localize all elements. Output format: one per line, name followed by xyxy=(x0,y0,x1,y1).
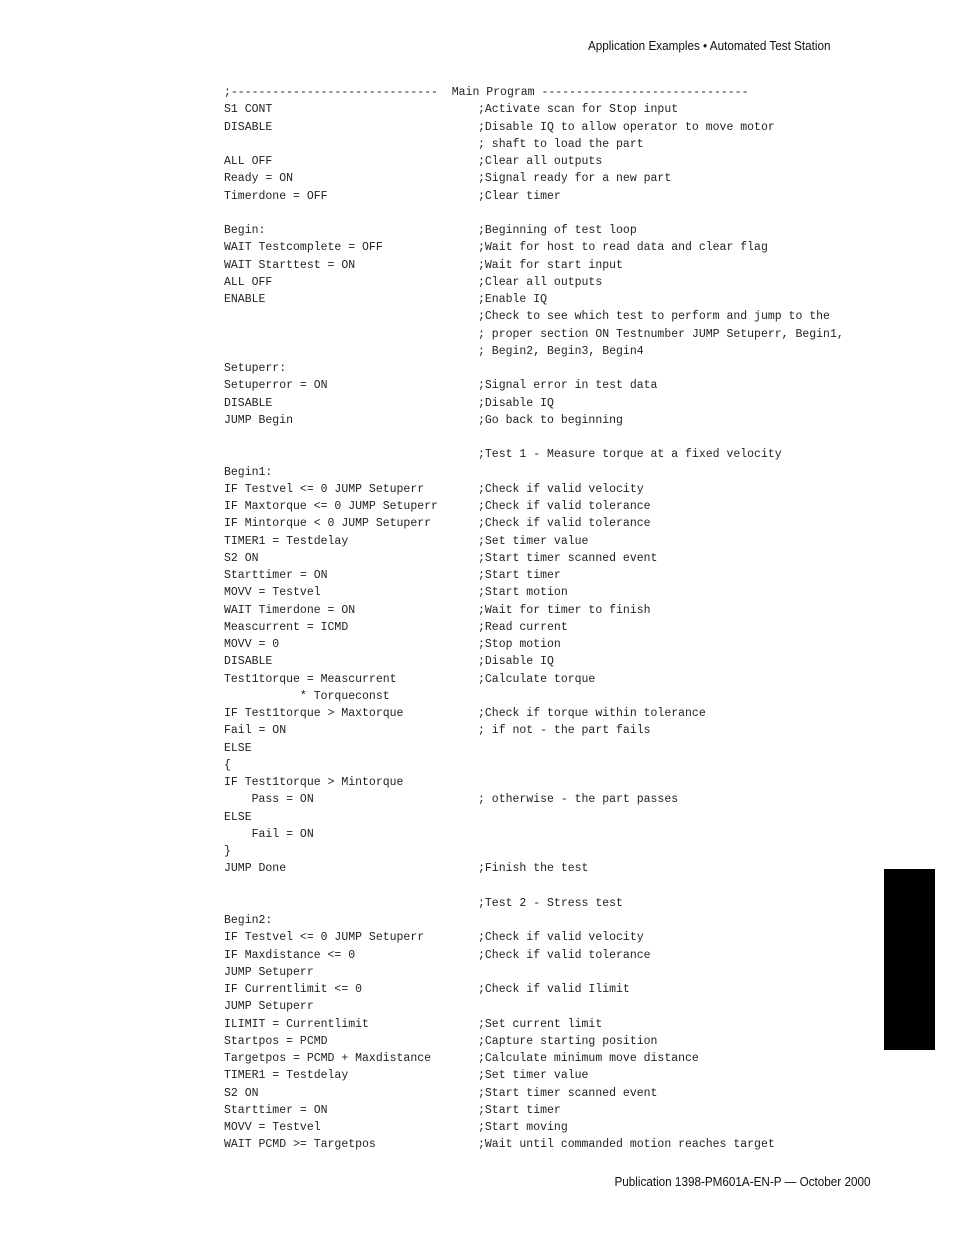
code-comment: ;Test 1 - Measure torque at a fixed velocity xyxy=(478,448,782,462)
code-statement: Timerdone = OFF xyxy=(224,189,328,203)
code-statement: { xyxy=(224,758,231,772)
code-comment: ;Check if valid velocity xyxy=(478,931,644,945)
code-line xyxy=(224,705,884,722)
code-comment: ;Calculate minimum move distance xyxy=(478,1052,699,1065)
code-line xyxy=(224,1085,884,1102)
code-line xyxy=(224,274,884,291)
code-line xyxy=(224,1067,884,1084)
code-line xyxy=(224,205,884,222)
code-line xyxy=(224,1119,884,1136)
code-comment: ;Start timer scanned event xyxy=(478,551,658,565)
code-statement: Begin1: xyxy=(224,465,273,479)
code-statement: DISABLE xyxy=(224,396,273,410)
code-statement: Test1torque = Meascurrent xyxy=(224,672,397,686)
code-comment: ;Go back to beginning xyxy=(478,413,623,427)
code-comment: ;Set timer value xyxy=(478,534,589,548)
code-statement: Targetpos = PCMD + Maxdistance xyxy=(224,1052,432,1065)
code-comment: ;Disable IQ xyxy=(478,396,554,410)
code-statement: WAIT Timerdone = ON xyxy=(224,603,356,617)
code-statement: IF Mintorque < 0 JUMP Setuperr xyxy=(224,517,432,531)
code-statement: Meascurrent = ICMD xyxy=(224,620,349,634)
code-comment: ;Clear timer xyxy=(478,189,561,203)
code-line xyxy=(224,878,884,895)
code-line xyxy=(224,964,884,981)
section-tab xyxy=(884,869,935,1050)
code-listing xyxy=(224,84,884,1154)
code-line xyxy=(224,153,884,170)
code-statement: Begin2: xyxy=(224,914,273,927)
code-line xyxy=(224,722,884,739)
code-comment: ; proper section ON Testnumber JUMP Setuperr, Begin1, xyxy=(478,327,844,341)
code-statement: Starttimer = ON xyxy=(224,569,328,582)
code-statement: S2 ON xyxy=(224,551,259,565)
code-banner: ;------------------------------ Main Program ------------------------------ xyxy=(224,86,749,99)
code-statement: IF Testvel <= 0 JUMP Setuperr xyxy=(224,482,425,496)
code-line xyxy=(224,119,884,136)
code-statement: JUMP Begin xyxy=(224,413,294,427)
code-line xyxy=(224,1050,884,1067)
code-line xyxy=(224,895,884,912)
code-comment: ;Beginning of test loop xyxy=(478,224,637,237)
code-comment: ;Disable IQ to allow operator to move motor xyxy=(478,120,775,134)
code-statement: MOVV = 0 xyxy=(224,638,280,651)
code-comment: ;Start timer scanned event xyxy=(478,1086,658,1100)
code-statement: IF Maxdistance <= 0 xyxy=(224,948,356,962)
code-line xyxy=(224,791,884,808)
code-line xyxy=(224,809,884,826)
code-statement: IF Testvel <= 0 JUMP Setuperr xyxy=(224,931,425,945)
code-statement: JUMP Setuperr xyxy=(224,1000,314,1014)
code-line xyxy=(224,653,884,670)
code-line xyxy=(224,101,884,118)
code-statement: * Torqueconst xyxy=(224,689,390,703)
code-line xyxy=(224,170,884,187)
code-statement: IF Test1torque > Mintorque xyxy=(224,776,404,789)
code-statement: Fail = ON xyxy=(224,724,287,738)
code-line xyxy=(224,567,884,584)
code-line xyxy=(224,619,884,636)
code-comment: ;Start moving xyxy=(478,1121,568,1134)
code-statement: IF Maxtorque <= 0 JUMP Setuperr xyxy=(224,500,438,513)
code-line xyxy=(224,412,884,429)
code-line xyxy=(224,308,884,325)
code-statement: Startpos = PCMD xyxy=(224,1034,328,1048)
code-line xyxy=(224,377,884,394)
code-line xyxy=(224,740,884,757)
code-line xyxy=(224,1136,884,1153)
code-line xyxy=(224,826,884,843)
code-line xyxy=(224,550,884,567)
code-comment: ;Clear all outputs xyxy=(478,275,603,289)
code-comment: ;Finish the test xyxy=(478,862,589,876)
code-line xyxy=(224,291,884,308)
code-comment: ; otherwise - the part passes xyxy=(478,793,679,807)
code-line xyxy=(224,498,884,515)
code-comment: ;Wait for start input xyxy=(478,258,623,272)
code-statement: Pass = ON xyxy=(224,793,314,807)
code-statement: IF Test1torque > Maxtorque xyxy=(224,707,404,720)
code-statement: Begin: xyxy=(224,224,266,237)
code-statement: IF Currentlimit <= 0 xyxy=(224,983,363,996)
code-statement: S1 CONT xyxy=(224,103,273,117)
code-comment: ;Activate scan for Stop input xyxy=(478,103,679,117)
code-statement: TIMER1 = Testdelay xyxy=(224,1069,349,1083)
code-line xyxy=(224,222,884,239)
code-statement: TIMER1 = Testdelay xyxy=(224,534,349,548)
code-line xyxy=(224,929,884,946)
code-line xyxy=(224,843,884,860)
running-header: Application Examples • Automated Test Station xyxy=(588,38,831,53)
code-statement: MOVV = Testvel xyxy=(224,1121,321,1134)
code-statement: } xyxy=(224,845,231,858)
code-line xyxy=(224,602,884,619)
code-line xyxy=(224,688,884,705)
code-statement: Fail = ON xyxy=(224,827,314,841)
code-line xyxy=(224,947,884,964)
code-comment: ;Start motion xyxy=(478,586,568,600)
code-comment: ; shaft to load the part xyxy=(478,137,644,151)
code-line xyxy=(224,257,884,274)
code-comment: ;Check if valid tolerance xyxy=(478,500,651,513)
code-comment: ;Stop motion xyxy=(478,638,561,651)
code-comment: ;Check if valid tolerance xyxy=(478,517,651,531)
code-statement: ENABLE xyxy=(224,293,266,306)
code-statement: ALL OFF xyxy=(224,275,273,289)
code-line xyxy=(224,860,884,877)
code-comment: ;Clear all outputs xyxy=(478,155,603,168)
code-comment: ;Read current xyxy=(478,620,568,634)
code-line xyxy=(224,636,884,653)
code-line xyxy=(224,239,884,256)
code-statement: JUMP Setuperr xyxy=(224,965,314,979)
code-statement: MOVV = Testvel xyxy=(224,586,321,600)
publication-footer: Publication 1398-PM601A-EN-P — October 2000 xyxy=(613,1174,870,1189)
code-comment: ; Begin2, Begin3, Begin4 xyxy=(478,344,644,358)
code-statement: DISABLE xyxy=(224,120,273,134)
code-line xyxy=(224,136,884,153)
code-comment: ;Check if torque within tolerance xyxy=(478,707,706,720)
code-comment: ;Capture starting position xyxy=(478,1034,658,1048)
code-comment: ;Set timer value xyxy=(478,1069,589,1083)
code-line xyxy=(224,1102,884,1119)
code-comment: ;Check to see which test to perform and jump to the xyxy=(478,310,830,324)
code-line xyxy=(224,429,884,446)
code-statement: Ready = ON xyxy=(224,172,294,186)
code-line xyxy=(224,464,884,481)
code-line xyxy=(224,757,884,774)
code-line xyxy=(224,446,884,463)
code-comment: ;Calculate torque xyxy=(478,672,596,686)
code-line xyxy=(224,998,884,1015)
code-statement: ELSE xyxy=(224,810,252,824)
code-comment: ;Wait until commanded motion reaches target xyxy=(478,1138,775,1152)
code-line xyxy=(224,515,884,532)
code-comment: ;Signal error in test data xyxy=(478,379,658,393)
code-line xyxy=(224,395,884,412)
code-statement: JUMP Done xyxy=(224,862,287,876)
code-statement: DISABLE xyxy=(224,655,273,669)
code-statement: Setuperror = ON xyxy=(224,379,328,393)
code-statement: WAIT Starttest = ON xyxy=(224,258,356,272)
code-line xyxy=(224,1033,884,1050)
code-line xyxy=(224,774,884,791)
code-line xyxy=(224,326,884,343)
code-statement: ELSE xyxy=(224,741,252,755)
code-comment: ;Test 2 - Stress test xyxy=(478,896,623,910)
code-comment: ;Start timer xyxy=(478,569,561,582)
code-line xyxy=(224,584,884,601)
code-comment: ;Check if valid velocity xyxy=(478,482,644,496)
code-statement: S2 ON xyxy=(224,1086,259,1100)
code-statement: Setuperr: xyxy=(224,362,287,375)
code-line xyxy=(224,533,884,550)
code-comment: ;Check if valid tolerance xyxy=(478,948,651,962)
code-comment: ;Disable IQ xyxy=(478,655,554,669)
code-comment: ; if not - the part fails xyxy=(478,724,651,738)
code-line xyxy=(224,981,884,998)
code-comment: ;Enable IQ xyxy=(478,293,548,306)
code-comment: ;Wait for host to read data and clear flag xyxy=(478,241,768,255)
code-line xyxy=(224,481,884,498)
code-comment: ;Wait for timer to finish xyxy=(478,603,651,617)
code-comment: ;Signal ready for a new part xyxy=(478,172,672,186)
code-statement: WAIT PCMD >= Targetpos xyxy=(224,1138,376,1152)
code-statement: WAIT Testcomplete = OFF xyxy=(224,241,383,255)
code-line xyxy=(224,188,884,205)
code-line xyxy=(224,343,884,360)
code-comment: ;Set current limit xyxy=(478,1017,603,1031)
code-comment: ;Check if valid Ilimit xyxy=(478,983,630,996)
code-statement: Starttimer = ON xyxy=(224,1103,328,1117)
code-comment: ;Start timer xyxy=(478,1103,561,1117)
code-line xyxy=(224,912,884,929)
code-statement: ILIMIT = Currentlimit xyxy=(224,1017,369,1031)
code-line xyxy=(224,360,884,377)
code-line xyxy=(224,1016,884,1033)
code-statement: ALL OFF xyxy=(224,155,273,168)
code-line xyxy=(224,671,884,688)
